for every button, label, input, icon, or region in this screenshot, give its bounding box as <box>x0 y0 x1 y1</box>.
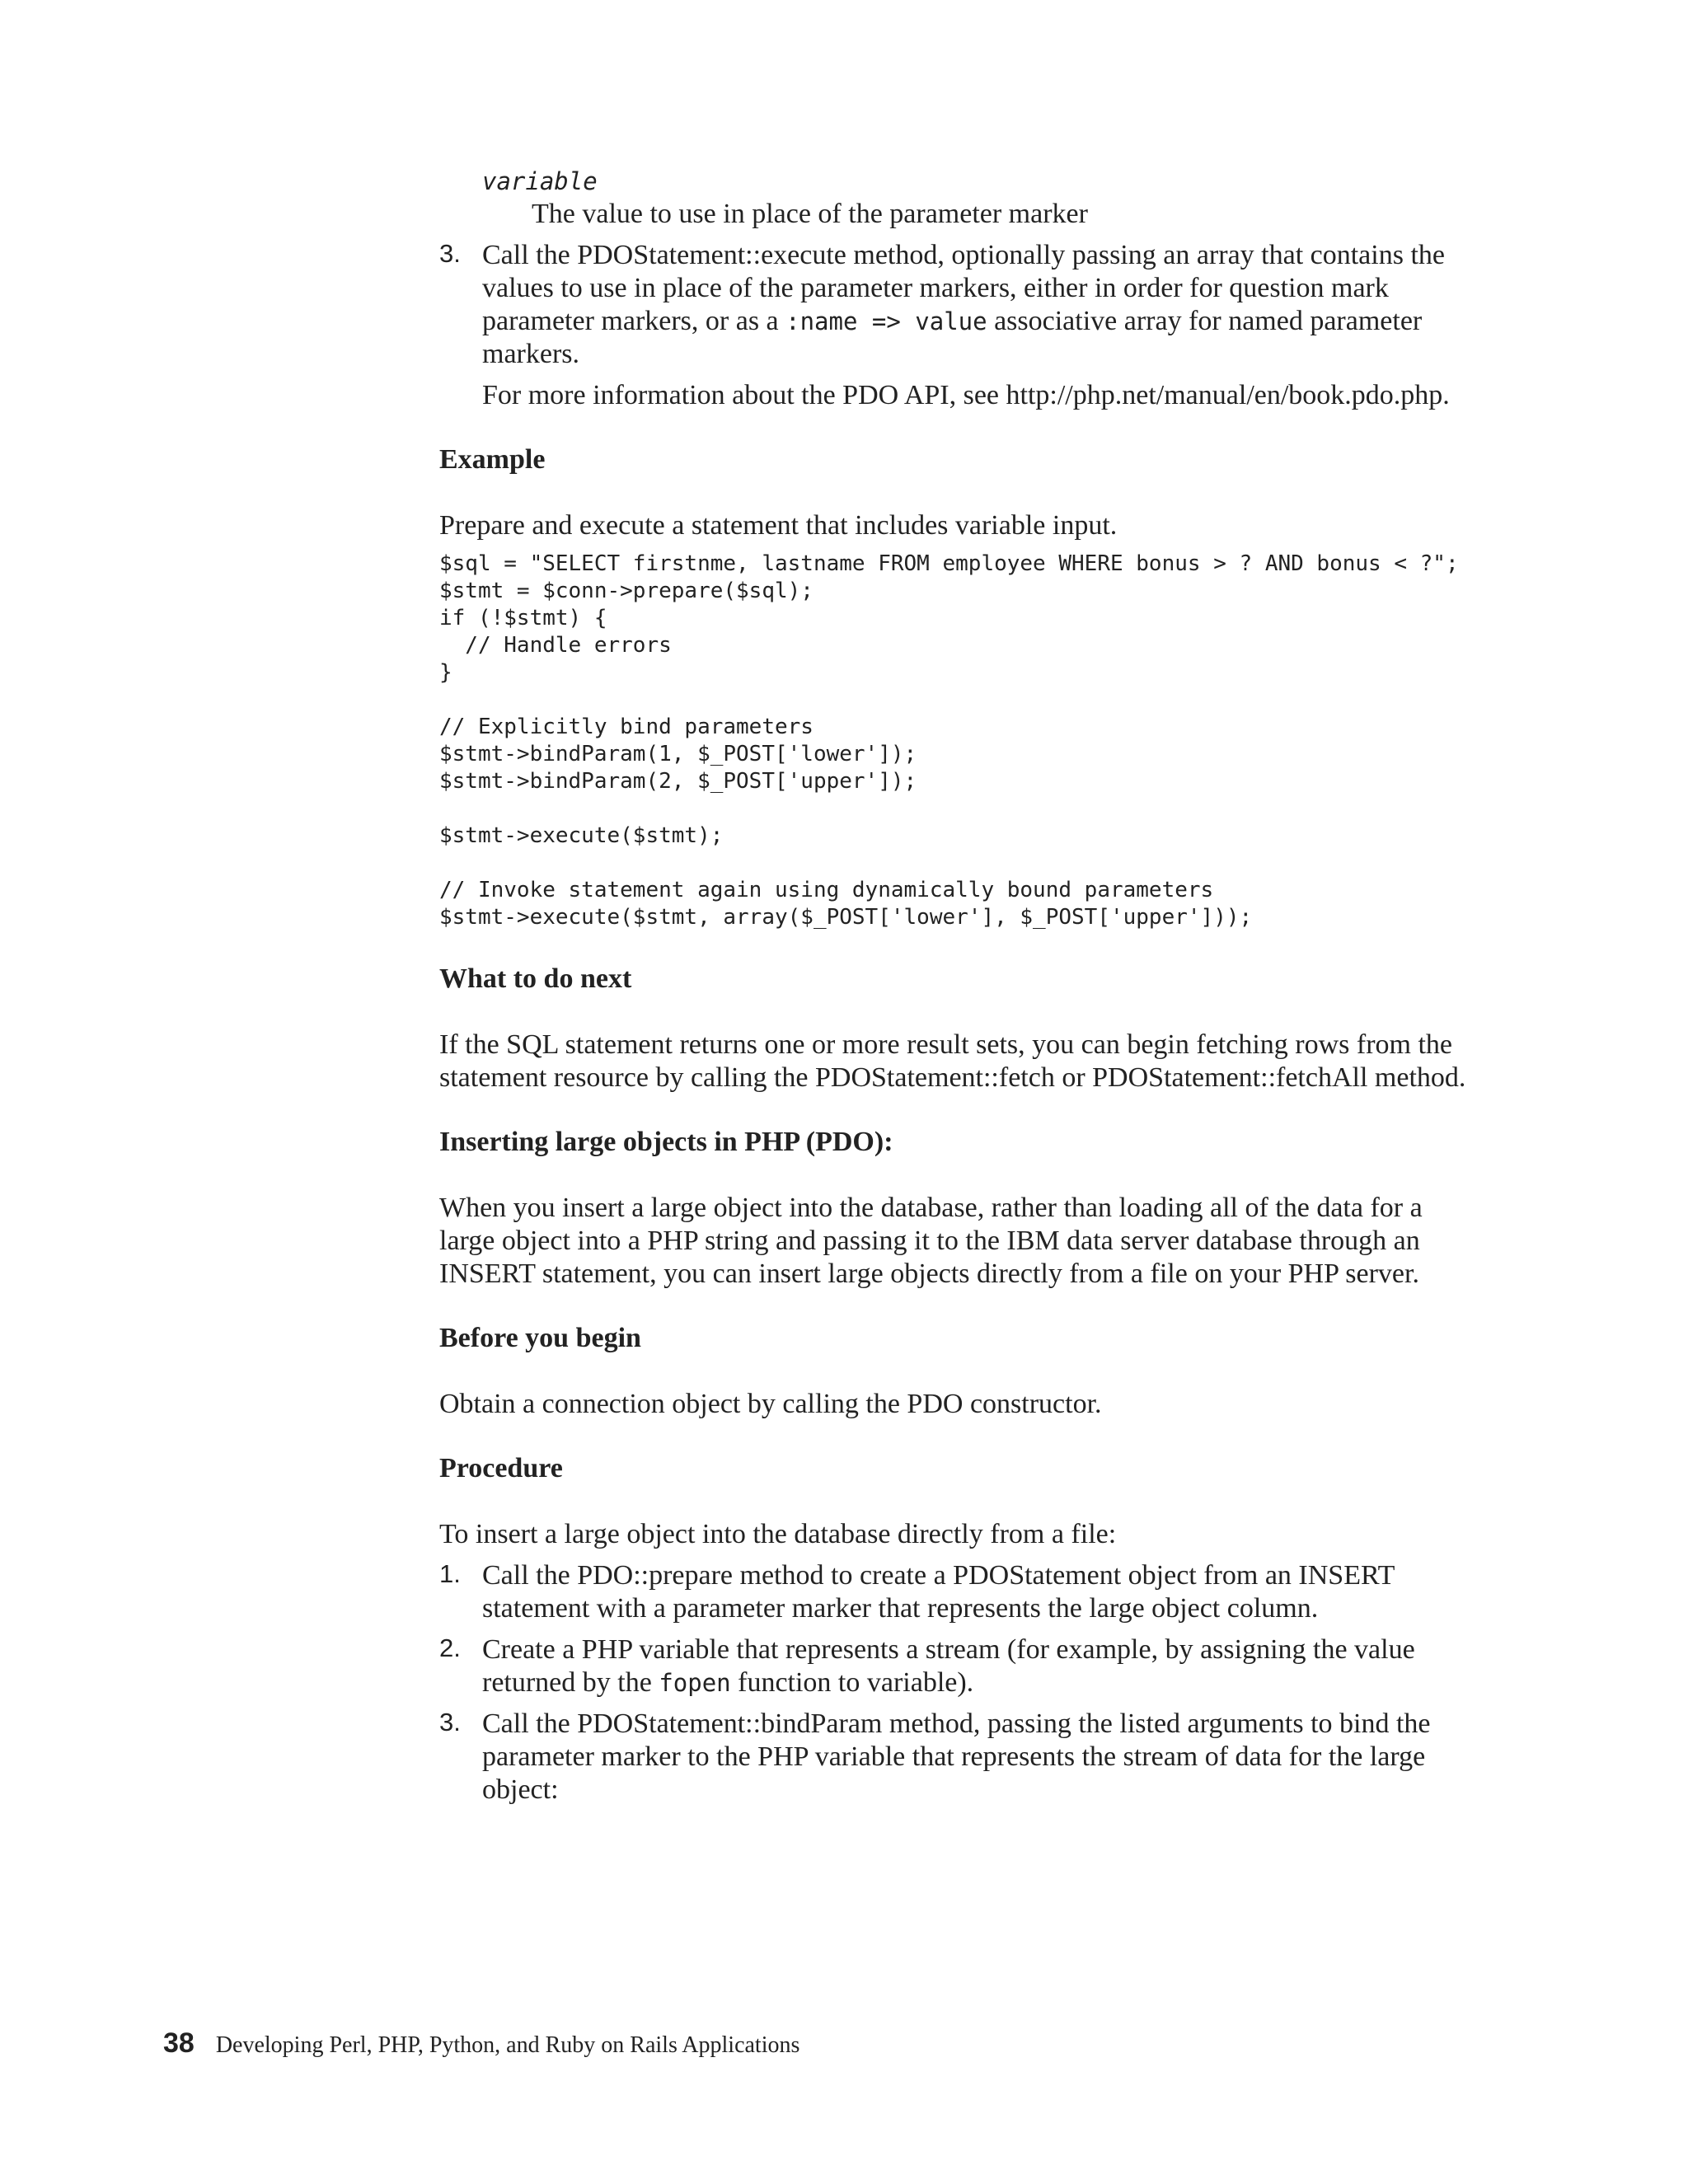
page-number: 38 <box>163 2027 195 2059</box>
step-text <box>482 1633 1470 1699</box>
step-text: Call the PDO::prepare method to create a PDOStatement object from an INSERT statement with a parameter marker that represents the large object column. <box>482 1560 1395 1624</box>
parameter-description: The value to use in place of the parameter marker <box>532 199 1088 229</box>
inline-code-fopen: fopen <box>659 1669 731 1697</box>
step-text-part-1: Call the PDOStatement::execute method, optionally passing an array that contains the values to use in place of the parameter markers, either in order for question mark parameter markers, or as a <box>482 240 1445 336</box>
what-to-do-next-heading: What to do next <box>439 963 632 994</box>
inline-code-name-value: :name => value <box>785 307 987 335</box>
parameter-term: variable <box>482 167 598 195</box>
example-intro: Prepare and execute a statement that includes variable input. <box>439 510 1118 541</box>
page-footer <box>163 2027 799 2060</box>
step-text <box>482 239 1470 371</box>
what-to-do-next-text: If the SQL statement returns one or more result sets, you can begin fetching rows from the statement resource by calling the PDOStatement::fetch or PDOStatement::fetchAll method. <box>439 1029 1466 1093</box>
example-heading: Example <box>439 444 546 475</box>
procedure-intro: To insert a large object into the database directly from a file: <box>439 1519 1117 1549</box>
step-number: 3. <box>439 239 461 268</box>
before-you-begin-heading: Before you begin <box>439 1323 641 1353</box>
step-number: 2. <box>439 1633 461 1662</box>
prepare-step-3 <box>439 239 1470 412</box>
procedure-step-2 <box>439 1633 1470 1699</box>
inserting-large-objects-heading: Inserting large objects in PHP (PDO): <box>439 1127 893 1157</box>
before-you-begin-text: Obtain a connection object by calling the PDO constructor. <box>439 1389 1102 1419</box>
step-text-part-2: function to variable). <box>730 1667 974 1698</box>
step-text: Call the PDOStatement::bindParam method, passing the listed arguments to bind the parameter marker to the PHP variable that represents the stream of data for the large object: <box>482 1708 1431 1805</box>
step-number: 1. <box>439 1559 461 1588</box>
more-info-text: For more information about the PDO API, see http://php.net/manual/en/book.pdo.php. <box>482 380 1450 410</box>
procedure-step-1 <box>439 1559 1470 1625</box>
page-content <box>439 165 1470 1807</box>
step-number: 3. <box>439 1708 461 1736</box>
step-text-part-2: associative array for named parameter markers. <box>482 306 1423 369</box>
inserting-large-objects-text: When you insert a large object into the database, rather than loading all of the data for a large object into a PHP string and passing it to the IBM data server database through an INSERT statement, you can insert large objects directly from a file on your PHP server. <box>439 1193 1423 1289</box>
step-text-part-1: Create a PHP variable that represents a stream (for example, by assigning the value returned by the <box>482 1634 1415 1698</box>
book-title: Developing Perl, PHP, Python, and Ruby on Rails Applications <box>215 2032 800 2058</box>
example-code-block: $sql = "SELECT firstnme, lastname FROM employee WHERE bonus > ? AND bonus < ?"; $stmt = $conn->prepare($sql); if (!$stmt) { // Handle errors } // Explicitly bind parameters $stmt->bindParam(1, $_POST['lower']); $stmt->bindParam(2, $_POST['upper']); $stmt->execute($stmt); // Invoke statement again using dynamically bound parameters $stmt->execute($stmt, array($_POST['lower'], $_POST['upper'])); <box>439 551 1459 930</box>
procedure-step-3 <box>439 1708 1470 1807</box>
procedure-heading: Procedure <box>439 1453 563 1483</box>
